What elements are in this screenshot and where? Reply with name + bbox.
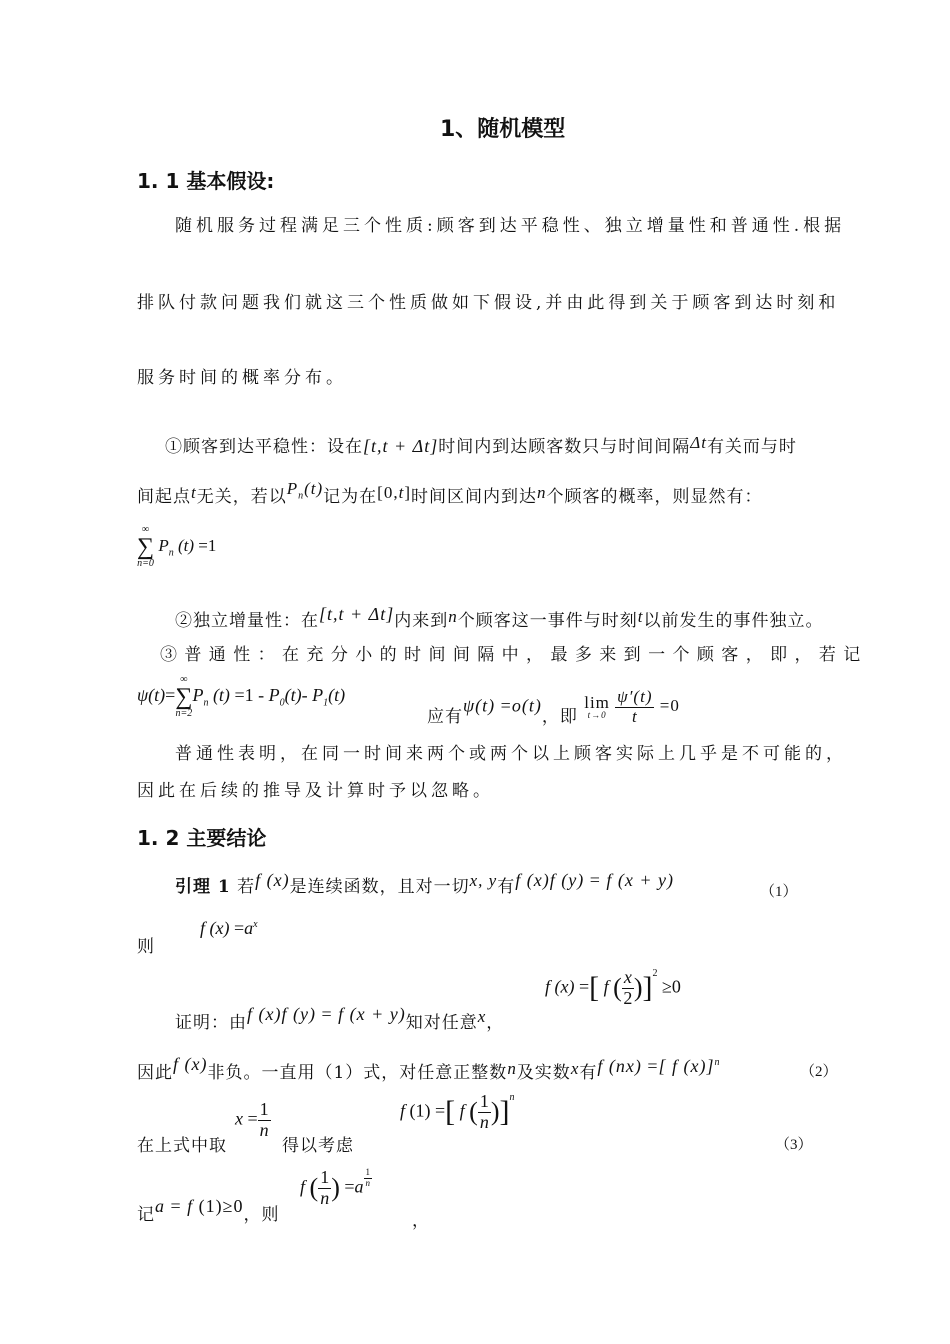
limit-formula: lim t→0 $\frac{\psi'(t)}{t}$ =0 [584,687,680,726]
property-1-text-f: 记为在 [323,487,378,507]
thus-text-d: 有 [579,1063,598,1083]
equation-number-2: （2） [800,1064,838,1080]
lemma-label: 引理 1 [175,877,231,897]
then-label: 则 [137,937,155,957]
take-text-b: 得以考虑 [282,1136,354,1156]
property-1-text-c: 有关而与时 [706,437,797,457]
property-3-line: ③ 普 通 性 ： 在 充 分 小 的 时 间 间 隔 中 ， 最 多 来 到 一 个 顾 客 ， 即 ， 若 记 [160,645,862,665]
property-3-text-c: ，即 [541,706,578,727]
property-3-text-b: 应有 [427,706,463,727]
note-text-c-wrap [412,1206,430,1231]
take-line [137,1131,227,1156]
pn-t: $P_n(t)$ [286,479,324,502]
page-title: 1、随机模型 [440,117,566,142]
equation-number-1: （1） [760,884,798,900]
power-formula: f (nx) =[ f (x)]$^n$ [597,1056,721,1076]
var-n-3: n [507,1059,517,1078]
f-of-x-2: f (x) [173,1054,208,1074]
take-text-b-wrap [282,1131,354,1156]
thus-text-a: 因此 [137,1063,173,1083]
proof-text-c: ， [486,1013,505,1033]
f-of-x: f (x) [255,870,290,890]
thus-line [137,1054,721,1083]
var-n: n [537,483,547,502]
psi-o-t: ψ(t) =o(t) [463,695,542,716]
proof-line [175,1004,505,1033]
interval-t-dt: [t,t + Δt] [363,436,439,456]
property-2-text-a: ②独立增量性：在 [175,611,319,631]
section-heading-1-2: 1. 2 主要结论 [137,826,267,850]
f1-formula: f (1) =[ f ( $\frac{1}{n}$ )]$^n$ [400,1091,515,1132]
equation-number-3: （3） [775,1137,813,1153]
square-formula: f (x) =[ f ( $\frac{x}{2}$ )]$^2$ ≥0 [545,967,681,1008]
lemma-line [175,872,674,897]
note-text-a: 记 [137,1205,155,1225]
note-text-c: ， [412,1211,430,1231]
sum-formula: ∞ ∑ n=0 $P_n$ (t) =1 [137,524,217,569]
var-x-4: x [570,1059,580,1078]
delta-t: Δt [690,433,707,452]
property-1-text-e: 无关，若以 [196,487,287,507]
lemma-text-c: 有 [497,877,516,897]
thus-text-c: 及实数 [516,1063,571,1083]
var-t-2: t [637,607,644,626]
lemma-text-b: 是连续函数，且对一切 [289,877,470,897]
lemma-text-a: 若 [237,877,256,897]
property-2-text-d: 以前发生的事件独立。 [643,611,824,631]
exp-solution: f $(x) =a^x$ [200,918,258,938]
property-1-text-h: 个顾客的概率，则显然有： [546,487,763,507]
property-1-text-g: 时间区间内到达 [411,487,537,507]
functional-equation: f (x)f (y) = f (x + y) [515,870,674,890]
interval-0-t: [0,t] [377,483,411,502]
property-1-text-b: 时间内到达顾客数只与时间间隔 [438,437,691,457]
property-1-line-1 [165,432,797,457]
section-heading-1-1: 1. 1 基本假设: [137,169,275,193]
intro-line-2: 排队付款问题我们就这三个性质做如下假设,并由此得到关于顾客到达时刻和 [137,293,840,313]
proof-text-b: 知对任意 [405,1013,478,1033]
psi-formula: ψ(t)= ∞ ∑ n=2 $P_n$ $(t) =1 - P_0(t)-$ $P_1(t)$ [137,674,346,719]
ordinary-line-1: 普通性表明，在同一时间来两个或两个以上顾客实际上几乎是不可能的， [175,744,847,764]
proof-text-a: 证明：由 [175,1013,247,1033]
root-formula: f ( $\frac{1}{n}$ ) =a $^{\frac{1}{n}}$ [300,1167,371,1208]
thus-text-b: 非负。一直用（1）式，对任意正整数 [207,1063,508,1083]
var-x-3: x [477,1007,487,1026]
proof-equation: f (x)f (y) = f (x + y) [247,1004,406,1024]
intro-line-3: 服务时间的概率分布。 [137,368,347,388]
property-3-conclusion [427,688,680,726]
property-1-text-d: 间起点 [137,487,191,507]
property-2-line [175,606,823,631]
ordinary-line-2: 因此在后续的推导及计算时予以忽略。 [137,781,494,801]
take-text-a: 在上式中取 [137,1136,227,1156]
a-definition: a = f (1)≥0 [155,1196,244,1216]
var-x-y: x, y [469,871,498,890]
property-1-line-2 [137,479,763,509]
property-1-text-a: ①顾客到达平稳性：设在 [165,437,363,457]
var-n-2: n [448,607,458,626]
interval-t-dt-2: [t,t + Δt] [319,604,395,624]
x-equals-1-over-n: x = $\frac{1}{n}$ [235,1099,269,1140]
property-2-text-c: 个顾客这一事件与时刻 [457,611,638,631]
note-line [137,1196,280,1225]
property-2-text-b: 内来到 [394,611,449,631]
note-text-b: ，则 [243,1205,280,1225]
intro-line-1: 随机服务过程满足三个性质:顾客到达平稳性、独立增量性和普通性.根据 [175,216,846,236]
var-t: t [191,483,197,502]
